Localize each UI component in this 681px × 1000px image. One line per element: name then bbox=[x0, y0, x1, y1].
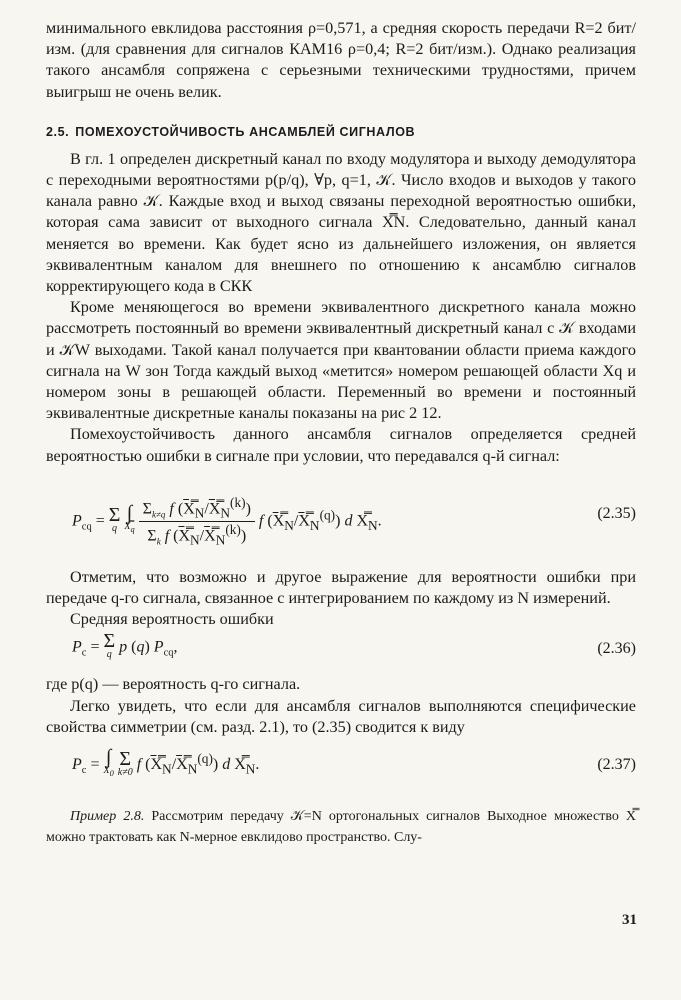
equation-2-35: $P_{cq}$ = Σ q ∫ $X̿_q$ $\frac{\Sigma_{k\ne q} f (X̿_N/X̿_N^{(k)})}{\Sigma_k f (X̿_N/X̿_N^{(k)})}$ f $(X̿_N/X̿_N^{(q)})$ d $X̿_N$. (2.35) bbox=[72, 494, 636, 548]
paragraph-symmetry: Легко увидеть, что если для ансамбля сигналов выполняются специфические свойства симметрии (см. разд. 2.1), то (2.35) сводится к виду bbox=[46, 696, 636, 736]
example-label: Пример 2.8. bbox=[70, 809, 145, 825]
paragraph-discrete-channel: В гл. 1 определен дискретный канал по входу модулятора и выходу демодулятора с переходными вероятностями p(p/q), ∀p, q=1, 𝒦. Число входов и выходов у такого канала равно 𝒦. Каждые вход и выход связаны переходной вероятностью ошибки, которая сама зависит от выходного сигнала X̿N. Следовательно, данный канал меняется во времени. Как будет ясно из дальнейшего изложения, он является эквивалентным каналом для внешнего по отношению к ансамблю сигналов корректирующего кода в СКК bbox=[46, 149, 636, 296]
section-title: ПОМЕХОУСТОЙЧИВОСТЬ АНСАМБЛЕЙ СИГНАЛОВ bbox=[75, 124, 416, 139]
example-text: Рассмотрим передачу 𝒦=N ортогональных сигналов Выходное множество X̿ можно трактовать как N-мерное евклидово пространство. Слу- bbox=[46, 809, 637, 846]
paragraph-intro: минимального евклидова расстояния ρ=0,571, а средняя скорость передачи R=2 бит/изм. (для сравнения для сигналов КАМ16 ρ=0,4; R=2 бит/изм.). Однако реализация такого ансамбля сопряжена с серьезными техническими трудностями, причем выигрыш не очень велик. bbox=[46, 19, 636, 101]
equation-2-36: $P_c$ = Σ q p (q) $P_{cq}$, (2.36) bbox=[72, 630, 636, 661]
page-body bbox=[46, 18, 636, 848]
equation-2-37: $P_c$ = ∫ $X_0$ Σ k≠0 f $(X̿_N/X̿_N^{(q)})$ d $X̿_N$. (2.37) bbox=[72, 746, 636, 779]
paragraph-noise-immunity: Помехоустойчивость данного ансамбля сигналов определяется средней вероятностью ошибки в сигнале при условии, что передавался q-й сигнал: bbox=[46, 425, 636, 465]
page-number: 31 bbox=[622, 912, 637, 928]
paragraph-where: где p(q) — вероятность q-го сигнала. bbox=[46, 675, 301, 694]
section-heading bbox=[46, 125, 636, 139]
equation-number: (2.35) bbox=[597, 504, 636, 522]
paragraph-constant-channel: Кроме меняющегося во времени эквивалентного дискретного канала можно рассмотреть постоянный во времени эквивалентный дискретный канал с 𝒦 входами и 𝒦W выходами. Такой канал получается при квантовании области приема каждого сигнала на W зон Тогда каждый выход «метится» номером решающей области Xq и номером зоны в решающей области. Переменный во времени и постоянный эквивалентные дискретные каналы показаны на рис 2 12. bbox=[46, 298, 636, 423]
equation-number: (2.36) bbox=[597, 640, 636, 658]
equation-number: (2.37) bbox=[597, 756, 636, 774]
section-number: 2.5. bbox=[46, 124, 70, 139]
paragraph-alternative: Отметим, что возможно и другое выражение для вероятности ошибки при передаче q-го сигнала, связанное с интегрированием по каждому из N измерений. bbox=[46, 567, 636, 608]
paragraph-average-error: Средняя вероятность ошибки bbox=[70, 610, 274, 629]
example-paragraph bbox=[46, 806, 636, 848]
